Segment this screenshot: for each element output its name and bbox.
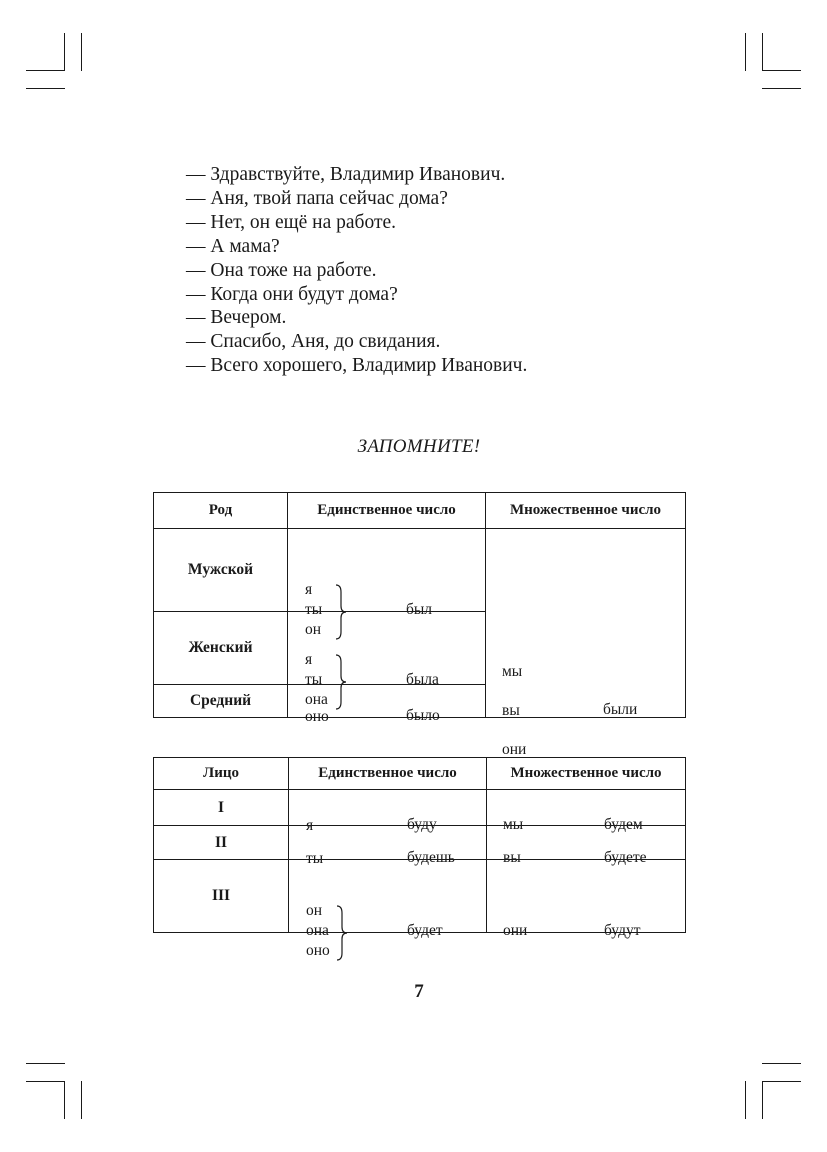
verb-form: был [406,601,433,618]
pronoun: вы [503,848,521,866]
dialogue-line: — Спасибо, Аня, до свидания. [186,331,441,353]
verb-form: будешь [407,848,455,866]
pronoun: они [503,922,528,939]
right-brace-icon [335,905,349,961]
pronoun: мы [503,815,524,833]
dialogue-line: — Нет, он ещё на работе. [186,211,397,233]
page-number: 7 [414,981,424,1002]
verb-form: будем [604,815,643,833]
pronoun: оно [305,708,329,725]
right-brace-icon [334,584,348,640]
pronoun: ты [305,601,323,618]
singular-first-cell [289,790,487,834]
pronoun: мы [502,663,523,680]
dialogue-line: — Здравствуйте, Владимир Иванович. [186,164,506,185]
gender-masculine: Мужской [154,529,288,612]
verb-form: будете [604,848,647,866]
pronoun: ты [305,671,323,688]
pronoun: он [305,621,322,638]
gender-feminine: Женский [154,612,288,685]
singular-masculine-cell [288,529,486,638]
singular-third-cell [289,860,487,959]
pronoun-list [305,580,322,640]
gender-neuter: Средний [154,685,288,718]
column-header-plural: Множественное число [487,758,686,790]
person-second: II [154,826,289,860]
dialogue [186,163,527,378]
column-header-person: Лицо [154,758,289,790]
pronoun: ты [306,849,324,867]
remember-heading: ЗАПОМНИТЕ! [357,436,481,457]
past-tense-table [153,492,686,758]
verb-form: было [406,707,440,724]
column-header-singular: Единственное число [289,758,487,790]
person-first: I [154,790,289,826]
dialogue-line: — А мама? [186,235,280,257]
column-header-singular: Единственное число [288,493,486,529]
verb-form: были [603,701,638,718]
pronoun: я [305,581,313,598]
dialogue-line: — Всего хорошего, Владимир Иванович. [186,355,528,377]
verb-form: буду [407,815,437,833]
dialogue-line: — Когда они будут дома? [186,283,398,305]
pronoun: они [502,741,527,758]
column-header-gender: Род [154,493,288,529]
pronoun: я [306,816,314,834]
verb-form: была [406,671,439,688]
dialogue-line: — Аня, твой папа сейчас дома? [186,187,448,209]
future-tense-table [153,757,686,959]
column-header-plural: Множественное число [486,493,686,529]
person-third: III [154,860,289,933]
singular-second-cell [289,826,487,867]
right-brace-icon [334,654,348,710]
dialogue-line: — Она тоже на работе. [186,259,377,281]
verb-form: будет [407,922,443,939]
plural-third-cell [487,860,686,939]
pronoun: он [306,902,323,919]
pronoun: я [305,651,313,668]
pronoun: она [306,922,329,939]
pronoun: оно [306,942,330,959]
plural-first-cell [487,790,686,833]
pronoun-list [306,901,330,961]
plural-cell [486,529,686,758]
pronoun: вы [502,702,520,719]
dialogue-line: — Вечером. [186,307,287,329]
verb-form: будут [604,922,641,939]
pronoun: она [305,691,328,708]
pronoun-list [305,650,328,710]
